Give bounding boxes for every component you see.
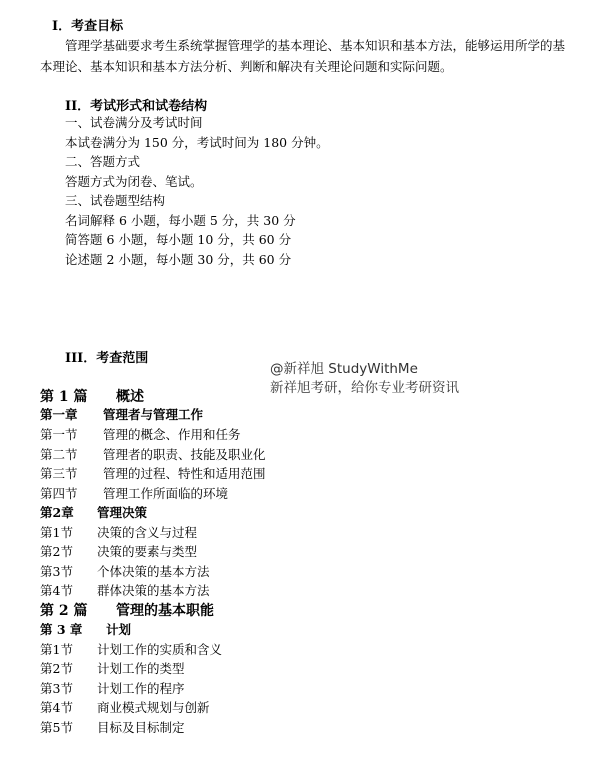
- outline-section-title: 群体决策的基本方法: [97, 583, 210, 598]
- outline-section-number: 第5节: [40, 720, 73, 735]
- outline-section: [40, 698, 210, 716]
- outline-chapter-title: 计划: [106, 622, 132, 637]
- outline-section: [40, 464, 266, 482]
- outline-chapter-number: 第一章: [40, 407, 78, 422]
- outline-section-title: 个体决策的基本方法: [97, 564, 210, 579]
- outline-part-title: 概述: [116, 389, 144, 405]
- outline-section-title: 计划工作的类型: [97, 661, 185, 676]
- outline-section-title: 管理的过程、特性和适用范围: [103, 466, 266, 481]
- section-heading-objectives: I．考查目标: [52, 19, 124, 34]
- outline-chapter-1: [40, 405, 204, 423]
- outline-section-title: 管理者的职责、技能及职业化: [103, 447, 266, 462]
- outline-section: [40, 445, 266, 463]
- format-line-7: 简答题 6 小题，每小题 10 分，共 60 分: [65, 232, 292, 247]
- outline-section: [40, 581, 210, 599]
- outline-section-title: 决策的含义与过程: [97, 525, 198, 540]
- outline-section-number: 第四节: [40, 486, 78, 501]
- outline-part-number: 第 1 篇: [40, 389, 88, 405]
- outline-section: [40, 640, 223, 658]
- outline-section: [40, 659, 185, 677]
- outline-section: [40, 679, 185, 697]
- watermark-handle: @新祥旭 StudyWithMe: [270, 361, 418, 377]
- outline-chapter-number: 第2章: [40, 505, 74, 520]
- outline-section: [40, 542, 198, 560]
- outline-chapter-title: 管理者与管理工作: [103, 407, 204, 422]
- outline-section-title: 商业模式规划与创新: [97, 700, 210, 715]
- outline-section-number: 第一节: [40, 427, 78, 442]
- outline-section-title: 决策的要素与类型: [97, 544, 198, 559]
- outline-chapter-2: [40, 503, 148, 521]
- format-line-5: 三、试卷题型结构: [65, 193, 166, 208]
- outline-chapter-title: 管理决策: [97, 505, 148, 520]
- outline-section-number: 第三节: [40, 466, 78, 481]
- outline-section-number: 第二节: [40, 447, 78, 462]
- outline-section-number: 第3节: [40, 681, 73, 696]
- section-heading-scope: III．考查范围: [65, 351, 149, 366]
- outline-chapter-number: 第 3 章: [40, 622, 83, 637]
- objectives-paragraph: 管理学基础要求考生系统掌握管理学的基本理论、基本知识和基本方法，能够运用所学的基本理论、基本知识和基本方法分析、判断和解决有关理论问题和实际问题。: [40, 38, 566, 74]
- outline-part-2: [40, 600, 214, 620]
- outline-section-number: 第4节: [40, 700, 73, 715]
- outline-part-number: 第 2 篇: [40, 603, 88, 619]
- outline-section-number: 第1节: [40, 525, 73, 540]
- outline-section-title: 计划工作的程序: [97, 681, 185, 696]
- outline-section-number: 第4节: [40, 583, 73, 598]
- format-line-8: 论述题 2 小题，每小题 30 分，共 60 分: [65, 252, 292, 267]
- format-line-2: 本试卷满分为 150 分，考试时间为 180 分钟。: [65, 135, 329, 150]
- watermark-slogan: 新祥旭考研，给你专业考研资讯: [270, 380, 459, 396]
- outline-section-title: 计划工作的实质和含义: [97, 642, 223, 657]
- format-line-6: 名词解释 6 小题，每小题 5 分，共 30 分: [65, 213, 296, 228]
- outline-part-title: 管理的基本职能: [116, 603, 214, 619]
- format-line-3: 二、答题方式: [65, 154, 141, 169]
- outline-section-title: 管理的概念、作用和任务: [103, 427, 241, 442]
- outline-section: [40, 562, 210, 580]
- outline-section-number: 第2节: [40, 661, 73, 676]
- outline-section: [40, 484, 229, 502]
- outline-section: [40, 718, 185, 736]
- outline-section-title: 管理工作所面临的环境: [103, 486, 229, 501]
- outline-chapter-3: [40, 620, 132, 638]
- outline-section: [40, 523, 198, 541]
- outline-section-number: 第1节: [40, 642, 73, 657]
- format-line-4: 答题方式为闭卷、笔试。: [65, 174, 203, 189]
- section-heading-exam-format: II．考试形式和试卷结构: [65, 99, 208, 114]
- outline-section-number: 第2节: [40, 544, 73, 559]
- format-line-1: 一、试卷满分及考试时间: [65, 115, 203, 130]
- outline-section-number: 第3节: [40, 564, 73, 579]
- outline-part-1: [40, 386, 144, 406]
- outline-section-title: 目标及目标制定: [97, 720, 185, 735]
- outline-section: [40, 425, 241, 443]
